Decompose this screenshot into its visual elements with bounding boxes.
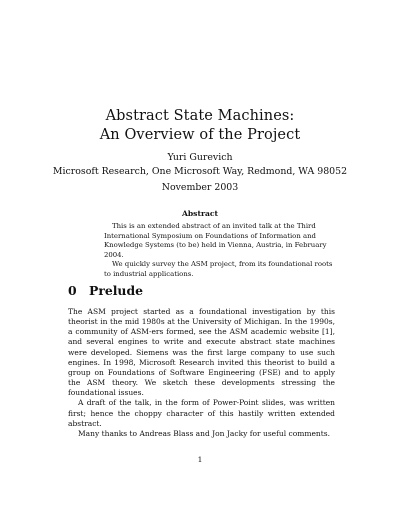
section-heading: [68, 284, 143, 298]
body-paragraph: Many thanks to Andreas Blass and Jon Jacky for useful comments.: [78, 428, 330, 438]
author-block: [0, 151, 400, 179]
abstract-paragraph: This is an extended abstract of an invited talk at the Third International Symposium on Foundations of Information and Knowledge Systems (to be) held in Vienna, Austria, in February 2004.: [104, 222, 327, 259]
page-number: 1: [197, 455, 203, 464]
section-title: Prelude: [89, 283, 143, 298]
body-paragraph: A draft of the talk, in the form of Power-Point slides, was written first; hence the choppy character of this hastily written extended abstract.: [68, 398, 335, 428]
abstract-body: [104, 222, 336, 280]
title-line-1: Abstract State Machines:: [105, 108, 295, 124]
author-affiliation: Microsoft Research, One Microsoft Way, Redmond, WA 98052: [52, 166, 348, 177]
section-body: [68, 307, 335, 439]
paper-date: November 2003: [161, 182, 239, 193]
abstract-paragraph: We quickly survey the ASM project, from its foundational roots to industrial applications.: [104, 260, 333, 278]
author-name: Yuri Gurevich: [167, 152, 233, 163]
section-number: 0: [68, 283, 77, 298]
body-paragraph: The ASM project started as a foundational investigation by this theorist in the mid 1980s at the University of Michigan. In the 1990s, a community of ASM-ers formed, see the ASM academic website [1], and several engines to write and execute abstract state machines were developed. Siemens was the first large company to use such engines. In 1998, Microsoft Research invited this theorist to build a group on Foundations of Software Engineering (FSE) and to apply the ASM theory. We sketch these developments stressing the foundational issues.: [68, 307, 335, 398]
paper-title: [0, 107, 400, 145]
title-line-2: An Overview of the Project: [99, 127, 301, 143]
abstract-heading: Abstract: [181, 209, 219, 218]
